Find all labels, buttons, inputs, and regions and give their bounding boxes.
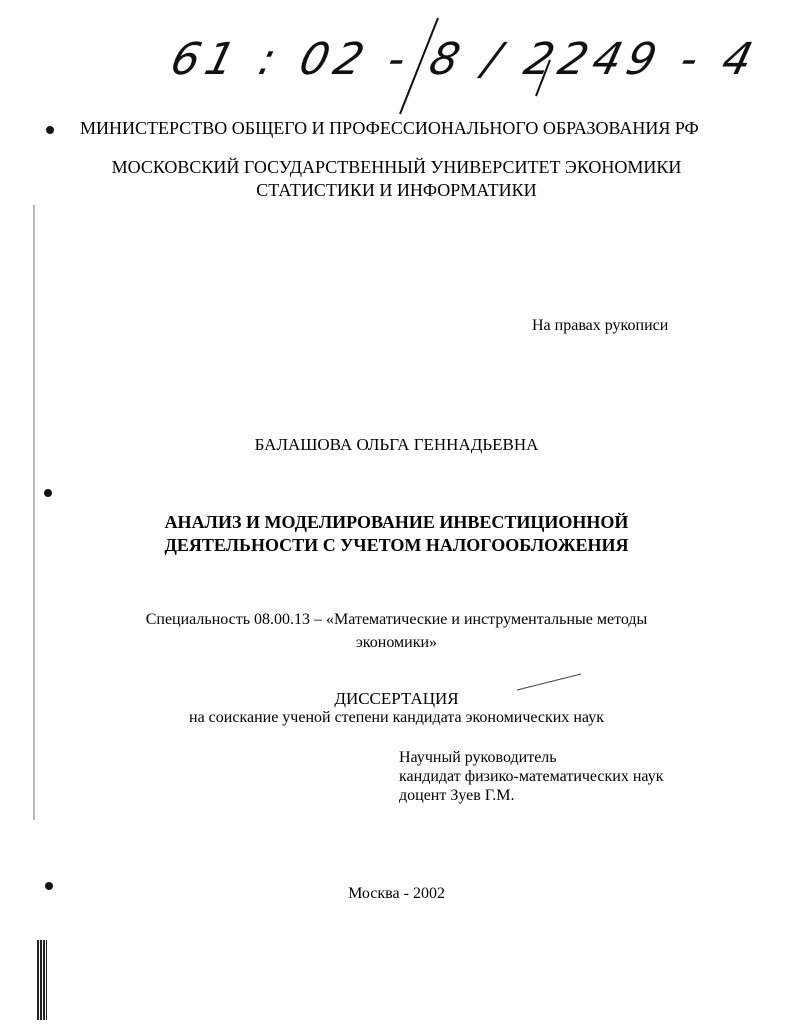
specialty-line-2: экономики»	[355, 634, 438, 651]
archive-stamp-handwritten: 61 : 02 - 8 / 2249 - 4	[165, 34, 764, 85]
city-year: Москва - 2002	[348, 885, 445, 902]
manuscript-rights-note: На правах рукописи	[532, 317, 669, 334]
university-line-1: МОСКОВСКИЙ ГОСУДАРСТВЕННЫЙ УНИВЕРСИТЕТ ЭКОНОМИКИ	[111, 157, 682, 177]
university-line-2: СТАТИСТИКИ И ИНФОРМАТИКИ	[256, 180, 537, 200]
scan-bottom-edge	[37, 940, 47, 1020]
document-type: ДИССЕРТАЦИЯ	[334, 689, 459, 708]
supervisor-degree: кандидат физико-математических наук	[399, 768, 664, 785]
scan-punch-mark	[44, 489, 52, 497]
degree-line: на соискание ученой степени кандидата экономических наук	[189, 709, 604, 726]
author-name: БАЛАШОВА ОЛЬГА ГЕННАДЬЕВНА	[254, 435, 539, 454]
dissertation-title-line-1: АНАЛИЗ И МОДЕЛИРОВАНИЕ ИНВЕСТИЦИОННОЙ	[164, 512, 629, 532]
supervisor-name: доцент Зуев Г.М.	[399, 787, 515, 804]
dissertation-title-line-2: ДЕЯТЕЛЬНОСТИ С УЧЕТОМ НАЛОГООБЛОЖЕНИЯ	[164, 535, 629, 555]
supervisor-label: Научный руководитель	[399, 749, 557, 766]
ministry-heading: МИНИСТЕРСТВО ОБЩЕГО И ПРОФЕССИОНАЛЬНОГО ОБРАЗОВАНИЯ РФ	[80, 118, 699, 138]
specialty-line-1: Специальность 08.00.13 – «Математические и инструментальные методы	[145, 611, 648, 628]
scan-punch-mark	[46, 126, 54, 134]
